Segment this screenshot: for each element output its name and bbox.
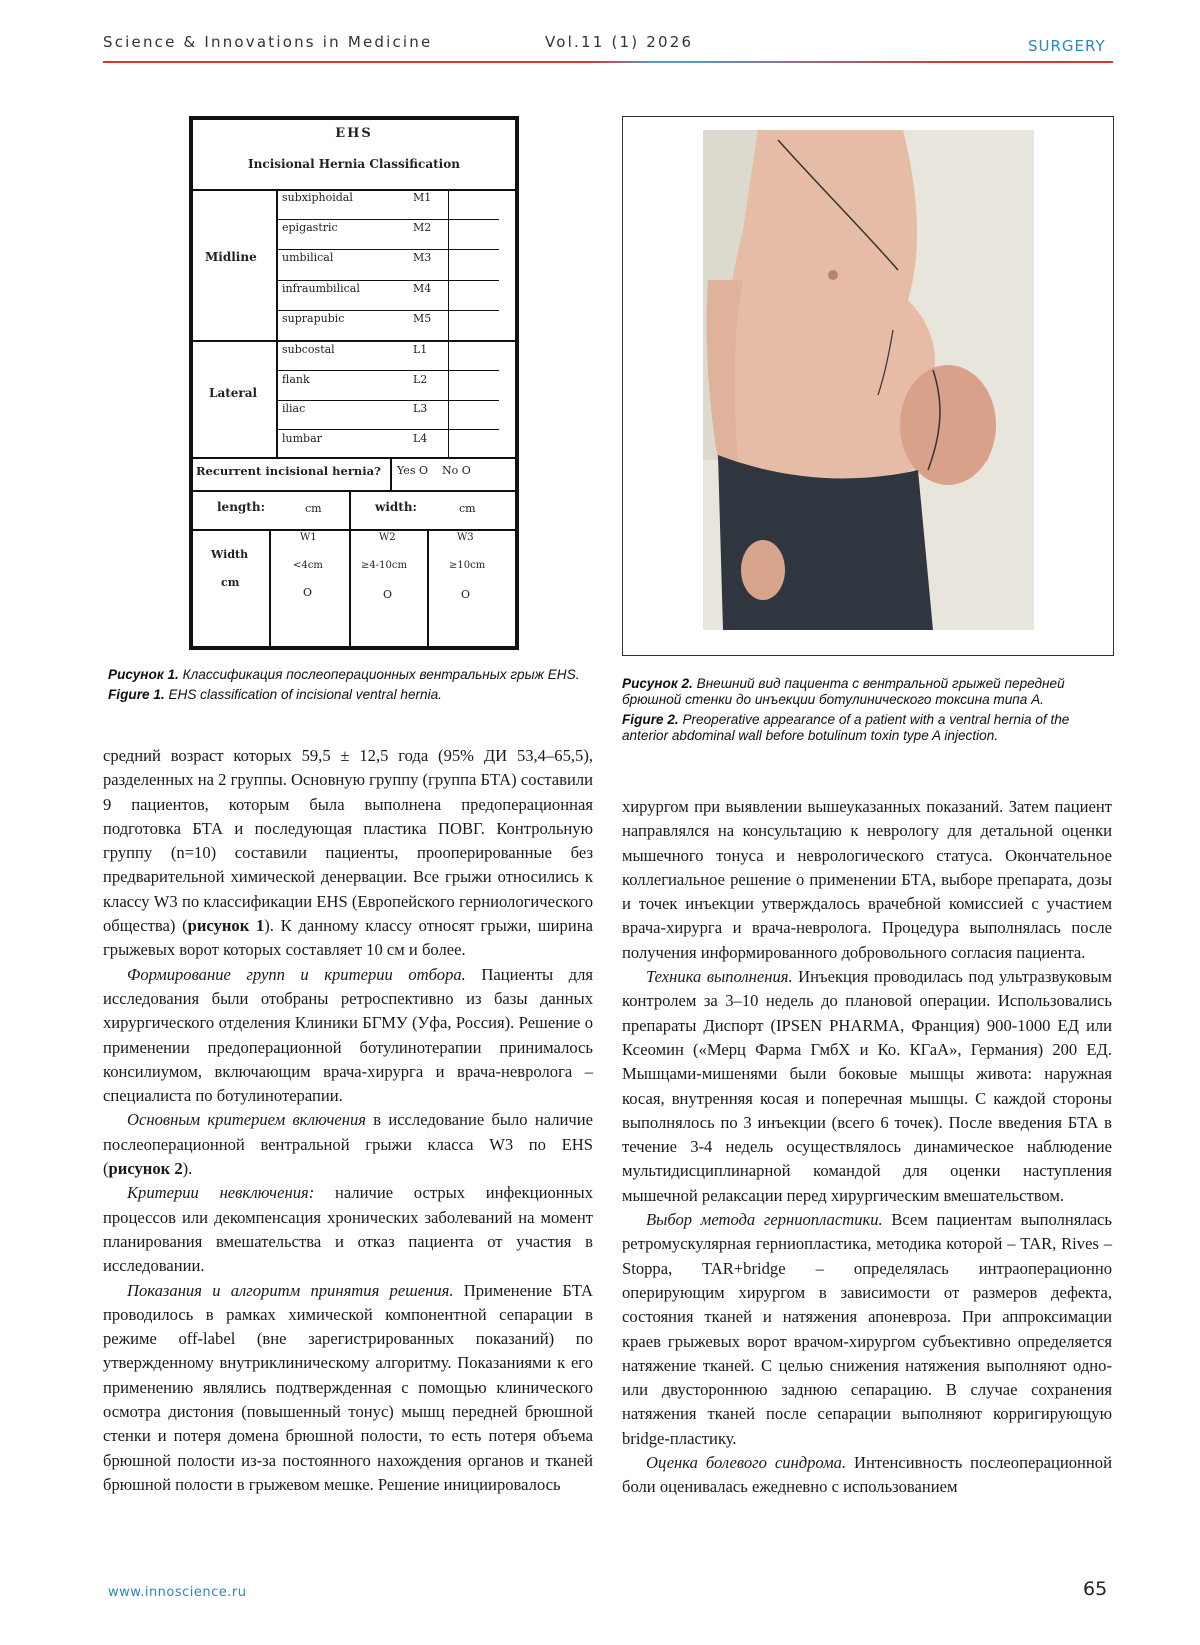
- ehs-rule: [276, 310, 499, 311]
- patient-photo-illustration: [703, 130, 1034, 630]
- lateral-label: Lateral: [209, 386, 258, 400]
- paragraph: [103, 744, 593, 963]
- text: Интенсивность послеоперационной боли оценивалась ежедневно с использованием: [622, 1453, 1112, 1497]
- paragraph: [622, 1208, 1112, 1451]
- length-unit: cm: [305, 502, 322, 515]
- figure1-ehs-table: [189, 116, 519, 650]
- ehs-title: EHS: [335, 126, 373, 141]
- figure2-caption: [622, 676, 1110, 744]
- lateral-row-name: lumbar: [282, 432, 322, 445]
- ehs-rule: [448, 189, 449, 457]
- width-class-mark: O: [383, 588, 393, 601]
- text: Пациенты для исследования были отобраны ретроспективно из базы данных хирургического отделения Клиники БГМУ (Уфа, Россия). Решение о применении предоперационной ботулинотерапии принималось консилиумом, включающим врача-хирурга и врача-невролога – специалиста по ботулинотерапии.: [103, 964, 593, 1106]
- subheading: Критерии невключения:: [127, 1183, 315, 1203]
- midline-row-code: M5: [413, 312, 432, 325]
- journal-volume: Vol.11 (1) 2026: [545, 33, 694, 51]
- ehs-rule: [276, 219, 499, 220]
- left-column: [103, 744, 593, 1497]
- subheading: Оценка болевого синдрома.: [646, 1453, 847, 1473]
- midline-row-code: M2: [413, 221, 432, 234]
- ehs-rule: [193, 340, 515, 342]
- ehs-subtitle: Incisional Hernia Classification: [248, 157, 460, 171]
- paragraph: [622, 1451, 1112, 1500]
- length-label: length:: [217, 500, 266, 514]
- midline-row-code: M1: [413, 191, 432, 204]
- lateral-row-name: iliac: [282, 402, 306, 415]
- right-column: [622, 795, 1112, 1500]
- section-name: SURGERY: [1028, 37, 1106, 55]
- figure1-caption-ru: Классификация послеоперационных вентральных грыж EHS.: [182, 667, 580, 682]
- paragraph: [103, 1108, 593, 1181]
- journal-title: Science & Innovations in Medicine: [103, 33, 433, 51]
- width-class-code: W1: [300, 532, 317, 543]
- width-label: width:: [375, 500, 417, 514]
- recurrent-label: Recurrent incisional hernia?: [196, 464, 381, 478]
- ehs-rule: [427, 529, 429, 650]
- figure1-caption-en: EHS classification of incisional ventral hernia.: [168, 687, 442, 702]
- figure2-frame: [622, 116, 1114, 656]
- ehs-rule: [349, 490, 351, 650]
- lateral-row-name: subcostal: [282, 343, 335, 356]
- ehs-rule: [276, 189, 278, 457]
- figure1-caption-ru-label: Рисунок 1.: [108, 667, 179, 682]
- width-class-mark: O: [303, 586, 313, 599]
- midline-row-name: epigastric: [282, 221, 338, 234]
- subheading: Показания и алгоритм принятия решения.: [127, 1280, 454, 1300]
- ehs-rule: [276, 370, 499, 371]
- paragraph: [103, 1279, 593, 1498]
- page-number: 65: [1083, 1578, 1108, 1600]
- ehs-rule: [193, 490, 515, 492]
- lateral-row-code: L1: [413, 343, 428, 356]
- text: Инъекция проводилась под ультразвуковым контролем за 3–10 недель до плановой операции. Использовались препараты Диспорт (IPSEN PHARMA, Франция) 900-1000 ЕД или Ксеомин («Мерц Фарма ГмбХ и Ко. КГаА», Германия) 200 ЕД. Мышцами-мишенями были боковые мышцы живота: наружная косая, внутренняя косая и поперечная мышцы. С каждой стороны выполнялось по 3 инъекции (всего 6 точек). После введения БТА в течение 3-4 недель осуществлялось динамическое наблюдение мультидисциплинарной командой для оценки наступления мышечной релаксации перед хирургическим вмешательством.: [622, 967, 1113, 1205]
- midline-row-code: M4: [413, 282, 432, 295]
- ehs-rule: [193, 457, 515, 459]
- width-class-code: W2: [379, 532, 396, 543]
- recurrent-options: Yes O No O: [397, 464, 471, 477]
- paragraph: [103, 963, 593, 1109]
- midline-row-code: M3: [413, 251, 432, 264]
- width-class-range: <4cm: [293, 560, 323, 571]
- midline-row-name: suprapubic: [282, 312, 345, 325]
- midline-row-name: umbilical: [282, 251, 334, 264]
- midline-label: Midline: [205, 250, 257, 264]
- footer-url[interactable]: www.innoscience.ru: [108, 1585, 247, 1600]
- ehs-rule: [276, 400, 499, 401]
- lateral-row-code: L4: [413, 432, 428, 445]
- figure2-caption-en-label: Figure 2.: [622, 712, 679, 727]
- ehs-rule: [390, 457, 392, 490]
- text: ). К данному классу относят грыжи, ширина грыжевых ворот которых составляет 10 см и более.: [103, 916, 593, 960]
- figure1-caption-en-label: Figure 1.: [108, 687, 165, 702]
- width-class-code: W3: [457, 532, 474, 543]
- text: Всем пациентам выполнялась ретромускулярная герниопластика, методика которой – TAR, Rives – Stoppa, TAR+bridge – определялась интраоперационно оперирующим хирургом в зависимости от размеров дефекта, состояния тканей и натяжения апоневроза. При аппроксимации краев грыжевых ворот врачом-хирургом субъективно определяется натяжение тканей. С целью снижения натяжения выполняют одно- или двустороннюю заднюю сепарацию. В случае сохранения натяжения тканей после сепарации выполняют корригирующую bridge-пластику.: [622, 1210, 1112, 1448]
- text: хирургом при выявлении вышеуказанных показаний. Затем пациент направлялся на консультацию к неврологу для детальной оценки мышечного тонуса и неврологического статуса. Окончательное коллегиальное решение о применении БТА, выборе препарата, дозы и точек инъекции утверждалось врачебной комиссией с участием врача-хирурга и врача-невролога. Процедура выполнялась после получения информированного добровольного согласия пациента.: [622, 797, 1112, 962]
- ehs-rule: [276, 429, 499, 430]
- figure2-caption-ru: Внешний вид пациента с вентральной грыжей передней брюшной стенки до инъекции ботулинического токсина типа А.: [622, 676, 1065, 707]
- text: Применение БТА проводилось в рамках химической компонентной сепарации в режиме off-label (вне зарегистрированных показаний) по утвержденному внутриклиническому алгоритму. Показаниями к его применению являлись подтвержденная с помощью клинического осмотра дистония (повышенный тонус) мышц передней брюшной стенки и потеря домена брюшной полости, то есть потеря объема брюшной полости из-за постоянного нахождения органов и тканей брюшной полости в грыжевом мешке. Решение инициировалось: [103, 1280, 594, 1494]
- subheading: Формирование групп и критерии отбора.: [127, 964, 466, 984]
- width-class-unit: cm: [221, 576, 240, 589]
- paragraph: [622, 795, 1112, 965]
- width-class-label: Width: [211, 548, 249, 561]
- ehs-rule: [276, 280, 499, 281]
- figure2-caption-en: Preoperative appearance of a patient with a ventral hernia of the anterior abdominal wall before botulinum toxin type A injection.: [622, 712, 1070, 743]
- text: ).: [182, 1159, 193, 1179]
- lateral-row-code: L2: [413, 373, 428, 386]
- paragraph: [103, 1181, 593, 1278]
- paragraph: [622, 965, 1112, 1208]
- width-class-range: ≥10cm: [449, 560, 486, 571]
- header-rule: [103, 61, 1113, 63]
- ehs-rule: [193, 529, 515, 531]
- lateral-row-code: L3: [413, 402, 428, 415]
- text: наличие острых инфекционных процессов или декомпенсация хронических заболеваний на момент планирования вмешательства и отказ пациента от участия в исследовании.: [103, 1183, 593, 1276]
- text: средний возраст которых 59,5 ± 12,5 года (95% ДИ 53,4–65,5), разделенных на 2 группы. Основную группу (группа БТА) составили 9 пациентов, которым была выполнена предоперационная подготовка БТА и последующая пластика ПОВГ. Контрольную группу (n=10) составили пациенты, прооперированные без предварительной химической денервации. Все грыжи относились к классу W3 по классификации EHS (Европейского герниологического общества) (: [103, 746, 593, 936]
- subheading: Техника выполнения.: [646, 967, 793, 987]
- figure1-caption: [108, 667, 588, 703]
- patient-photo: [703, 130, 1034, 630]
- width-class-range: ≥4-10cm: [361, 560, 407, 571]
- subheading: Основным критерием включения: [127, 1110, 366, 1130]
- figure-ref: рисунок 2: [108, 1159, 183, 1179]
- midline-row-name: subxiphoidal: [282, 191, 353, 204]
- ehs-rule: [193, 189, 515, 191]
- figure-ref: рисунок 1: [187, 916, 265, 936]
- lateral-row-name: flank: [282, 373, 310, 386]
- width-class-mark: O: [461, 588, 471, 601]
- figure2-caption-ru-label: Рисунок 2.: [622, 676, 693, 691]
- text: в исследование было наличие послеоперационной вентральной грыжи класса W3 по EHS (: [103, 1110, 593, 1179]
- midline-row-name: infraumbilical: [282, 282, 360, 295]
- width-unit: cm: [459, 502, 476, 515]
- subheading: Выбор метода герниопластики.: [646, 1210, 883, 1230]
- ehs-rule: [276, 249, 499, 250]
- ehs-rule: [269, 529, 271, 650]
